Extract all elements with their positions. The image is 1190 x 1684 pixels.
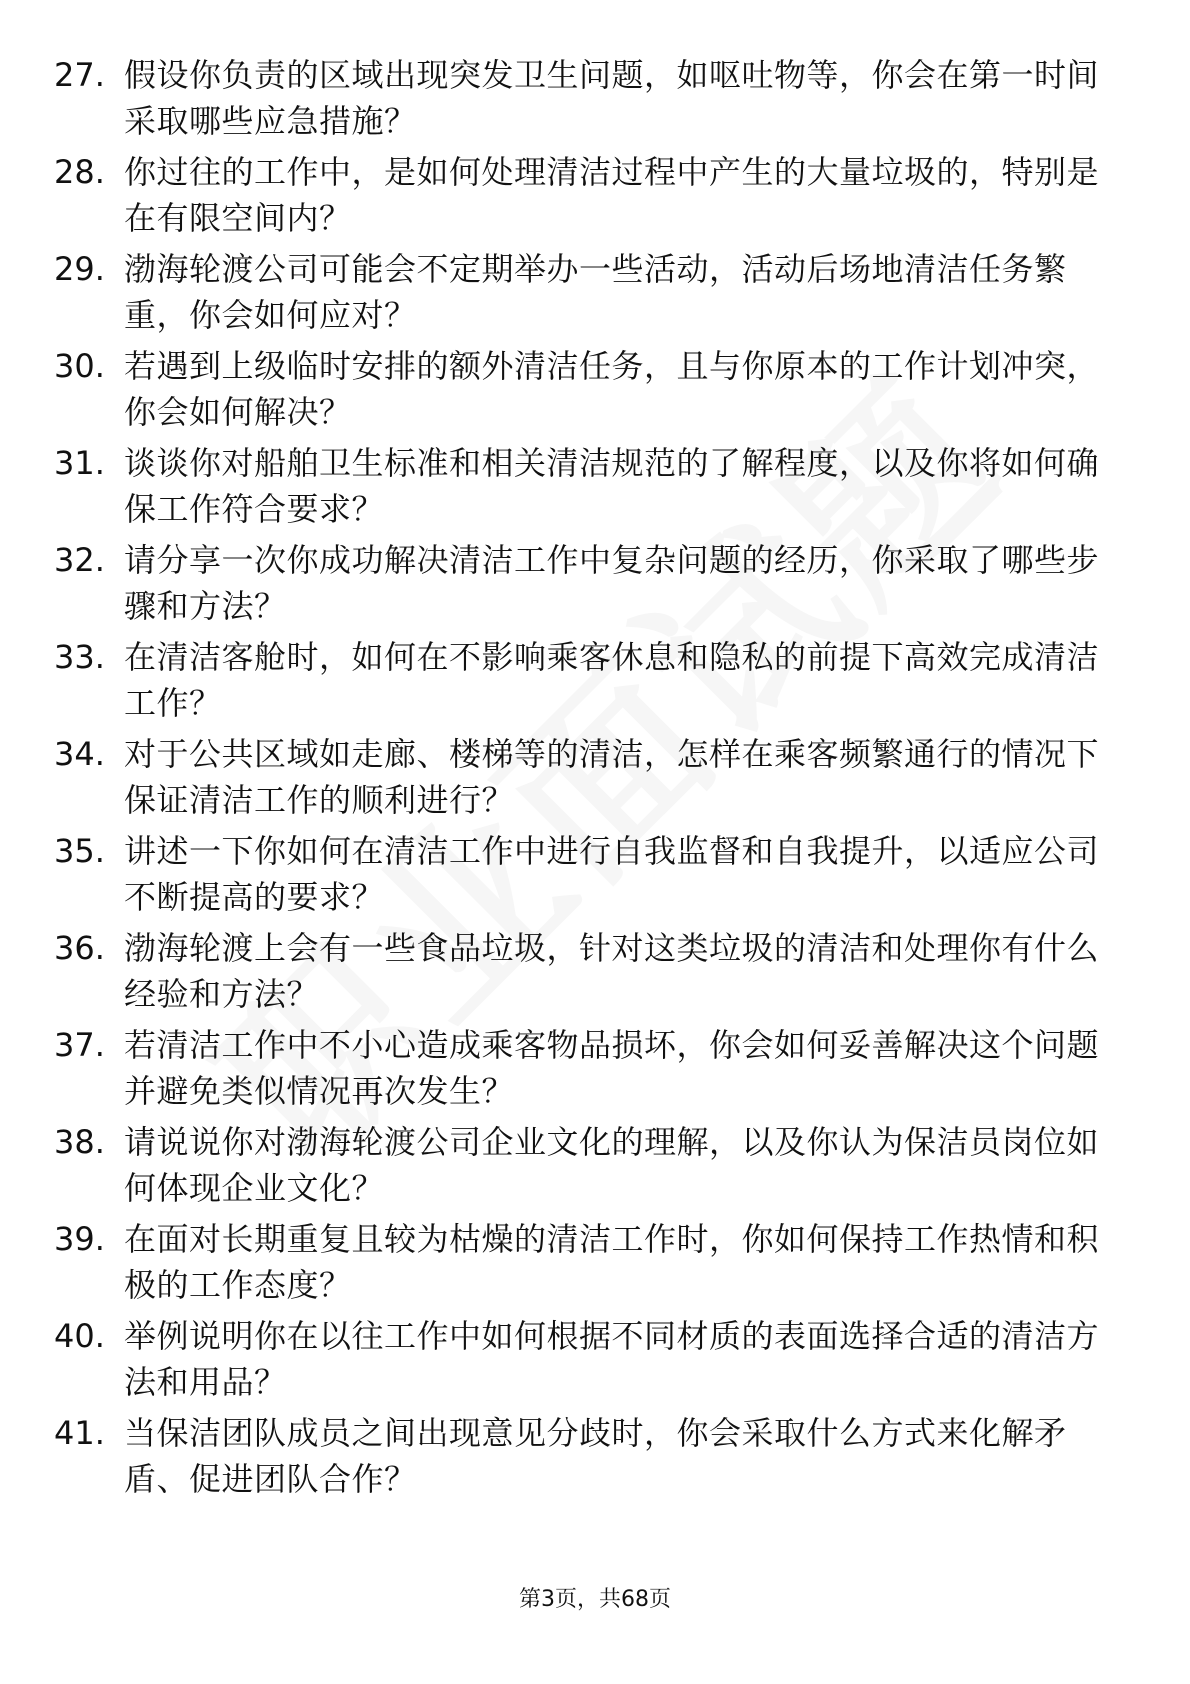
question-text: 假设你负责的区域出现突发卫生问题，如呕吐物等，你会在第一时间采取哪些应急措施？ [124,56,1100,140]
question-text: 在面对长期重复且较为枯燥的清洁工作时，你如何保持工作热情和积极的工作态度？ [124,1220,1100,1304]
question-number: 27. [54,56,105,94]
question-text: 举例说明你在以往工作中如何根据不同材质的表面选择合适的清洁方法和用品？ [124,1317,1100,1401]
question-number: 39. [54,1220,105,1258]
question-item [0,52,1190,149]
question-text: 当保洁团队成员之间出现意见分歧时，你会采取什么方式来化解矛盾、促进团队合作？ [124,1414,1067,1498]
question-text: 你过往的工作中，是如何处理清洁过程中产生的大量垃圾的，特别是在有限空间内？ [124,153,1100,237]
question-text: 请说说你对渤海轮渡公司企业文化的理解，以及你认为保洁员岗位如何体现企业文化？ [124,1123,1100,1207]
question-item [0,925,1190,1022]
question-number: 30. [54,347,105,385]
question-text: 谈谈你对船舶卫生标准和相关清洁规范的了解程度，以及你将如何确保工作符合要求？ [124,444,1100,528]
question-item [0,1216,1190,1313]
question-number: 32. [54,541,105,579]
question-item [0,1313,1190,1410]
question-item [0,246,1190,343]
question-number: 40. [54,1317,105,1355]
page-footer: 第3页，共68页 [519,1587,671,1612]
question-number: 37. [54,1026,105,1064]
question-item [0,1022,1190,1119]
question-text: 请分享一次你成功解决清洁工作中复杂问题的经历，你采取了哪些步骤和方法？ [124,541,1100,625]
question-number: 35. [54,832,105,870]
question-number: 33. [54,638,105,676]
question-number: 36. [54,929,105,967]
question-text: 若遇到上级临时安排的额外清洁任务，且与你原本的工作计划冲突，你会如何解决？ [124,347,1100,431]
question-number: 28. [54,153,105,191]
question-text: 渤海轮渡公司可能会不定期举办一些活动，活动后场地清洁任务繁重，你会如何应对？ [124,250,1067,334]
question-item [0,634,1190,731]
question-number: 41. [54,1414,105,1452]
question-text: 渤海轮渡上会有一些食品垃圾，针对这类垃圾的清洁和处理你有什么经验和方法？ [124,929,1100,1013]
question-number: 29. [54,250,105,288]
question-item [0,440,1190,537]
question-list [0,52,1190,1507]
question-item [0,828,1190,925]
question-text: 在清洁客舱时，如何在不影响乘客休息和隐私的前提下高效完成清洁工作？ [124,638,1100,722]
question-number: 31. [54,444,105,482]
question-item [0,537,1190,634]
question-number: 38. [54,1123,105,1161]
question-item [0,731,1190,828]
question-item [0,149,1190,246]
question-number: 34. [54,735,105,773]
question-item [0,1119,1190,1216]
question-text: 若清洁工作中不小心造成乘客物品损坏，你会如何妥善解决这个问题并避免类似情况再次发生？ [124,1026,1100,1110]
question-text: 讲述一下你如何在清洁工作中进行自我监督和自我提升，以适应公司不断提高的要求？ [124,832,1100,916]
question-item [0,343,1190,440]
question-text: 对于公共区域如走廊、楼梯等的清洁，怎样在乘客频繁通行的情况下保证清洁工作的顺利进行？ [124,735,1100,819]
question-item [0,1410,1190,1507]
